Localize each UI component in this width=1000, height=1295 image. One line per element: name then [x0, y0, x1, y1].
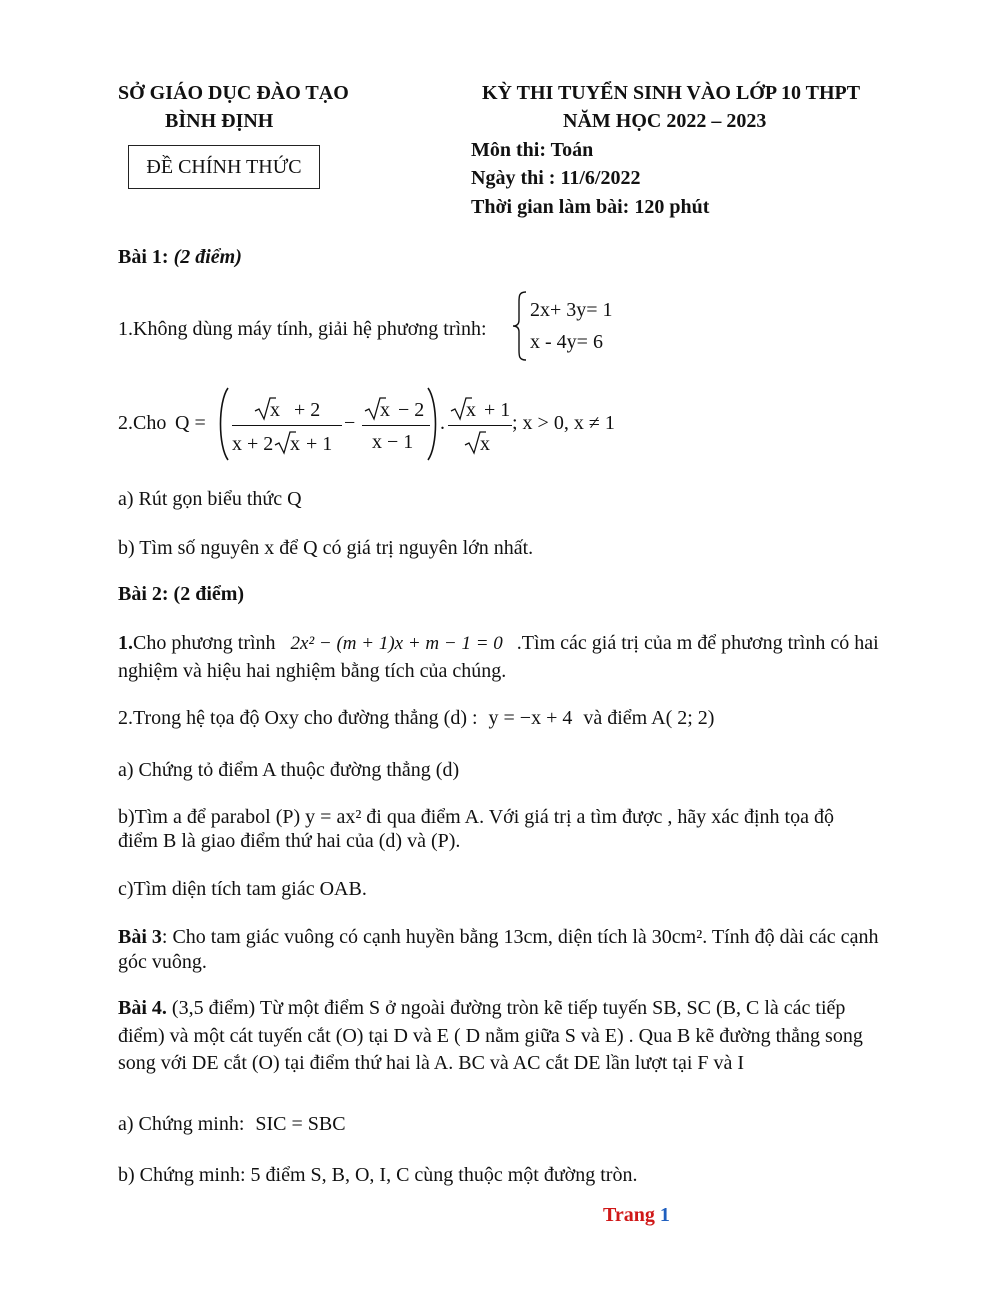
bai1-part-a: a) Rút gọn biểu thức Q — [118, 488, 302, 510]
frac3-num-radicand: x — [466, 399, 476, 421]
exam-date: Ngày thi : 11/6/2022 — [471, 167, 641, 189]
province-name: BÌNH ĐỊNH — [165, 110, 274, 132]
bai2-q2 — [118, 705, 714, 731]
frac1-num-rest: + 2 — [294, 399, 321, 421]
bai1-q2-prefix: 2.Cho — [118, 412, 167, 434]
bai2-heading: Bài 2: (2 điểm) — [118, 583, 245, 605]
bai2-q1-text2: .Tìm các giá trị của m để phương trình có hai — [516, 632, 879, 654]
system-brace — [510, 290, 530, 362]
frac1-bar — [232, 425, 342, 426]
bai4-line3: song với DE cắt (O) tại điểm thứ hai là A. BC và AC cắt DE lần lượt tại F và I — [118, 1052, 745, 1074]
line-equation: y = −x + 4 — [488, 707, 573, 729]
bai2-q2-text1: 2.Trong hệ tọa độ Oxy cho đường thẳng (d) : — [118, 707, 478, 729]
exam-duration: Thời gian làm bài: 120 phút — [471, 196, 710, 218]
frac2-num-rest: − 2 — [398, 399, 425, 421]
bai2-q1-text3: nghiệm và hiệu hai nghiệm bằng tích của chúng. — [118, 660, 507, 682]
bai2-q1-num: 1. — [118, 632, 133, 654]
frac3-bar — [448, 425, 512, 426]
frac1-den-b: x — [290, 433, 300, 455]
bai2-part-b-line2: điểm B là giao điểm thứ hai của (d) và (P). — [118, 830, 461, 852]
system-eq1: 2x+ 3y= 1 — [530, 299, 613, 321]
bai4-part-a-text: a) Chứng minh: — [118, 1113, 245, 1135]
bai4-title: Bài 4. — [118, 997, 167, 1019]
angle-equation: SIC = SBC — [255, 1113, 346, 1135]
bai4-line1 — [118, 995, 845, 1021]
frac1-den-c: + 1 — [306, 433, 333, 455]
school-year: NĂM HỌC 2022 – 2023 — [563, 110, 767, 132]
dot-operator: . — [440, 412, 445, 434]
fraction-3 — [448, 395, 512, 459]
bai2-part-b-line1: b)Tìm a để parabol (P) y = ax² đi qua điểm A. Với giá trị a tìm được , hãy xác định tọa độ — [118, 806, 834, 828]
fraction-1 — [232, 395, 342, 459]
bai4-text1: (3,5 điểm) Từ một điểm S ở ngoài đường tròn kẽ tiếp tuyến SB, SC (B, C là các tiếp — [166, 997, 846, 1019]
frac2-den: x − 1 — [372, 431, 414, 453]
bai1-q1-text: 1.Không dùng máy tính, giải hệ phương trình: — [118, 318, 487, 340]
fraction-2 — [362, 395, 430, 459]
bai1-heading — [118, 244, 242, 270]
bai1-points: (2 điểm) — [173, 246, 242, 268]
bai1-title: Bài 1: — [118, 246, 169, 268]
official-label: ĐỀ CHÍNH THỨC — [128, 145, 320, 189]
system-eq2: x - 4y= 6 — [530, 331, 603, 353]
frac3-num-rest: + 1 — [484, 399, 511, 421]
page-footer — [603, 1204, 670, 1227]
frac1-num-radicand: x — [270, 399, 280, 421]
exam-subject: Môn thi: Toán — [471, 139, 594, 161]
frac2-bar — [362, 425, 430, 426]
bai3-line2: góc vuông. — [118, 951, 207, 973]
page-label: Trang — [603, 1204, 655, 1226]
bai4-line2: điểm) và một cát tuyến cắt (O) tại D và E ( D nằm giữa S và E) . Qua B kẽ đường thẳng song — [118, 1025, 863, 1047]
bai2-q1-equation: 2x² − (m + 1)x + m − 1 = 0 — [290, 633, 503, 654]
minus-sign: − — [344, 412, 356, 434]
bai4-part-a — [118, 1111, 346, 1137]
bai3-line1 — [118, 924, 878, 950]
q-condition: ; x > 0, x ≠ 1 — [512, 412, 615, 434]
q-variable: Q = — [175, 412, 206, 434]
bai2-q1-text1: Cho phương trình — [133, 632, 276, 654]
department-name: SỞ GIÁO DỤC ĐÀO TẠO — [118, 82, 349, 104]
bai3-title: Bài 3 — [118, 926, 162, 948]
bai3-text: : Cho tam giác vuông có cạnh huyền bằng 13cm, diện tích là 30cm². Tính độ dài các cạnh — [161, 926, 879, 948]
bai2-q2-text2: và điểm A( 2; 2) — [583, 707, 715, 729]
left-paren — [214, 386, 232, 462]
exam-title: KỲ THI TUYỂN SINH VÀO LỚP 10 THPT — [482, 82, 861, 104]
bai2-q1 — [118, 630, 879, 657]
bai1-part-b: b) Tìm số nguyên x để Q có giá trị nguyên lớn nhất. — [118, 537, 534, 559]
frac2-num-radicand: x — [380, 399, 390, 421]
bai4-part-b: b) Chứng minh: 5 điểm S, B, O, I, C cùng thuộc một đường tròn. — [118, 1164, 638, 1186]
frac1-den-a: x + 2 — [232, 433, 274, 455]
bai2-part-a: a) Chứng tỏ điểm A thuộc đường thẳng (d) — [118, 759, 460, 781]
frac3-den: x — [480, 433, 490, 455]
bai2-part-c: c)Tìm diện tích tam giác OAB. — [118, 878, 367, 900]
page-number: 1 — [659, 1204, 670, 1226]
